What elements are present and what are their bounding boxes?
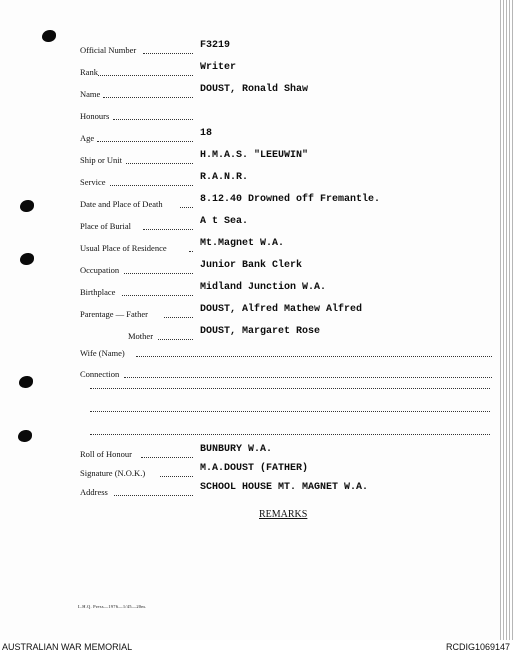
field-value: Writer xyxy=(200,62,237,73)
field-value: H.M.A.S. "LEEUWIN" xyxy=(200,150,309,161)
field-signature-nok xyxy=(0,463,514,479)
field-value: F3219 xyxy=(200,40,231,51)
dotted-line xyxy=(122,295,193,296)
dotted-line xyxy=(143,53,193,54)
field-label: Date and Place of Death xyxy=(80,199,163,209)
field-value: R.A.N.R. xyxy=(200,172,249,183)
field-value: 8.12.40 Drowned off Fremantle. xyxy=(200,194,381,205)
field-residence xyxy=(0,238,514,254)
field-label: Occupation xyxy=(80,265,120,275)
field-label: Roll of Honour xyxy=(80,449,132,459)
field-age xyxy=(0,128,514,144)
field-label: Honours xyxy=(80,111,110,121)
connection-line xyxy=(90,434,490,435)
field-label: Connection xyxy=(80,369,120,379)
connection-line xyxy=(90,388,490,389)
field-label: Mother xyxy=(128,331,154,341)
field-address xyxy=(0,482,514,498)
field-label: Address xyxy=(80,487,108,497)
field-date-place-death xyxy=(0,194,514,210)
archive-footer xyxy=(0,640,514,654)
field-value: BUNBURY W.A. xyxy=(200,444,273,455)
dotted-line xyxy=(124,377,492,378)
printer-imprint: L.H.Q. Press—1976—1/45—20m. xyxy=(78,604,147,609)
dotted-line xyxy=(180,207,193,208)
dotted-line xyxy=(114,495,193,496)
field-label: Rank xyxy=(80,67,98,77)
field-connection xyxy=(0,364,514,380)
field-value: DOUST, Margaret Rose xyxy=(200,326,321,337)
field-occupation xyxy=(0,260,514,276)
field-value: DOUST, Alfred Mathew Alfred xyxy=(200,304,363,315)
field-label: Ship or Unit xyxy=(80,155,123,165)
field-label: Usual Place of Residence xyxy=(80,243,167,253)
dotted-line xyxy=(97,141,193,142)
field-ship-or-unit xyxy=(0,150,514,166)
dotted-line xyxy=(158,339,193,340)
dotted-line xyxy=(141,457,193,458)
dotted-line xyxy=(126,163,193,164)
field-label: Place of Burial xyxy=(80,221,131,231)
punch-hole xyxy=(18,430,32,442)
field-roll-of-honour xyxy=(0,444,514,460)
footer-right: RCDIG1069147 xyxy=(445,642,510,652)
field-value: Mt.Magnet W.A. xyxy=(200,238,285,249)
footer-left: AUSTRALIAN WAR MEMORIAL xyxy=(2,642,133,652)
field-wife-name xyxy=(0,343,514,359)
field-label: Official Number xyxy=(80,45,137,55)
field-name xyxy=(0,84,514,100)
field-label: Name xyxy=(80,89,101,99)
field-place-of-burial xyxy=(0,216,514,232)
dotted-line xyxy=(143,229,193,230)
field-honours xyxy=(0,106,514,122)
field-official-number xyxy=(0,40,514,56)
field-rank xyxy=(0,62,514,78)
field-value: M.A.DOUST (FATHER) xyxy=(200,463,309,474)
field-value: Midland Junction W.A. xyxy=(200,282,327,293)
dotted-line xyxy=(160,476,193,477)
dotted-line xyxy=(110,185,193,186)
field-label: Signature (N.O.K.) xyxy=(80,468,146,478)
field-label: Wife (Name) xyxy=(80,348,125,358)
field-value: DOUST, Ronald Shaw xyxy=(200,84,309,95)
field-label: Birthplace xyxy=(80,287,116,297)
field-service xyxy=(0,172,514,188)
dotted-line xyxy=(113,119,193,120)
remarks-heading: REMARKS xyxy=(259,509,308,520)
dotted-line xyxy=(98,75,193,76)
field-value: Junior Bank Clerk xyxy=(200,260,303,271)
dotted-line xyxy=(164,317,193,318)
connection-line xyxy=(90,411,490,412)
dotted-line xyxy=(189,251,193,252)
field-birthplace xyxy=(0,282,514,298)
field-value: 18 xyxy=(200,128,213,139)
dotted-line xyxy=(136,356,492,357)
field-value: SCHOOL HOUSE MT. MAGNET W.A. xyxy=(200,482,369,493)
field-label: Parentage — Father xyxy=(80,309,148,319)
field-father xyxy=(0,304,514,320)
field-mother xyxy=(0,326,514,342)
field-label: Service xyxy=(80,177,106,187)
dotted-line xyxy=(103,97,193,98)
field-value: A t Sea. xyxy=(200,216,249,227)
dotted-line xyxy=(124,273,193,274)
field-label: Age xyxy=(80,133,95,143)
